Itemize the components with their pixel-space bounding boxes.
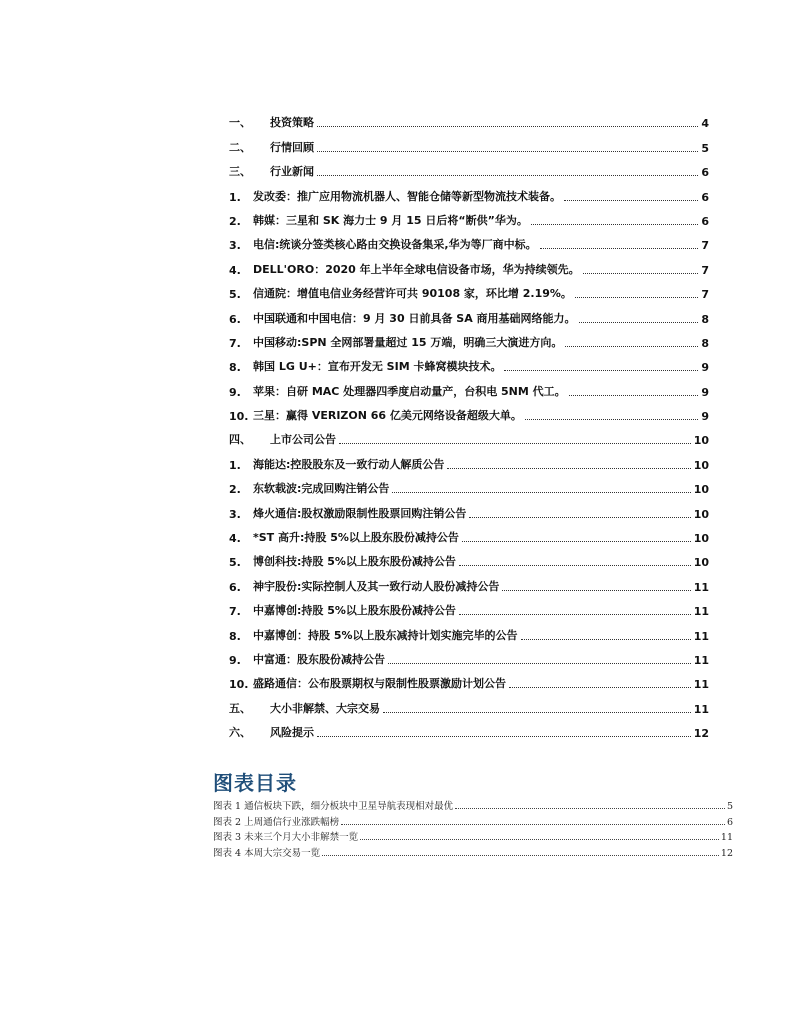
toc-dot-leader [583,273,699,274]
toc-entry-number: 四、 [229,433,251,447]
toc-entry-number: 6. [229,580,241,594]
toc-entry-page: 6 [701,190,709,204]
toc-entry[interactable] [229,545,709,569]
toc-entry-number: 3. [229,507,241,521]
toc-entry-title: 行情回顾 [270,140,314,154]
toc-entry-number: 2. [229,214,241,228]
toc-entry-number: 7. [229,336,241,350]
toc-entry[interactable] [229,326,709,350]
toc-entry-number: 9. [229,653,241,667]
toc-entry-number: 1. [229,190,241,204]
toc-entry-number: 10. [229,410,249,424]
toc-entry-title: 投资策略 [270,116,314,130]
toc-dot-leader [339,443,691,444]
toc-entry[interactable] [229,472,709,496]
toc-entry-page: 10 [693,532,709,546]
toc-dot-leader [575,297,698,298]
toc-entry[interactable] [229,374,709,398]
toc-entry[interactable] [229,423,709,447]
figure-entry-label: 图表 3 未来三个月大小非解禁一览 [213,832,359,844]
toc-entry[interactable] [229,155,709,179]
toc-entry[interactable] [229,643,709,667]
toc-entry-page: 11 [693,605,709,619]
toc-entry-page: 12 [693,727,709,741]
toc-dot-leader [525,419,698,420]
toc-entry-page: 7 [701,263,709,277]
toc-entry-page: 8 [701,312,709,326]
figure-entry-label: 图表 1 通信板块下跌，细分板块中卫星导航表现相对最优 [213,801,454,813]
toc-entry[interactable] [229,618,709,642]
toc-entry-page: 9 [701,361,709,375]
toc-entry-number: 一、 [229,116,251,130]
toc-entry-page: 6 [701,214,709,228]
figure-entry-label: 图表 2 上周通信行业涨跌幅榜 [213,816,340,828]
toc-entry[interactable] [229,130,709,154]
toc-entry-title: 中国移动:SPN 全网部署量超过 15 万端，明确三大演进方向。 [253,335,563,349]
toc-entry-number: 4. [229,263,241,277]
toc-dot-leader [540,248,699,249]
toc-entry[interactable] [229,521,709,545]
toc-entry-number: 8. [229,629,241,643]
toc-dot-leader [564,200,698,201]
toc-entry[interactable] [229,277,709,301]
figure-dot-leader [455,808,725,809]
toc-entry-page: 8 [701,336,709,350]
toc-dot-leader [383,712,691,713]
toc-entry-title: 风险提示 [270,726,314,740]
toc-entry[interactable] [229,691,709,715]
toc-entry-title: 中国联通和中国电信：9 月 30 日前具备 SA 商用基础网络能力。 [253,311,576,325]
toc-dot-leader [317,151,698,152]
toc-entry-title: 盛路通信：公布股票期权与限制性股票激励计划公告 [253,677,506,691]
toc-entry-number: 2. [229,483,241,497]
toc-entry[interactable] [229,204,709,228]
toc-entry[interactable] [229,179,709,203]
toc-dot-leader [317,736,691,737]
toc-entry-title: 上市公司公告 [270,433,336,447]
toc-dot-leader [569,395,699,396]
figures-list [213,797,733,859]
toc-dot-leader [531,224,699,225]
figure-entry-label: 图表 4 本周大宗交易一览 [213,847,321,859]
toc-entry-title: 中嘉博创:持股 5%以上股东股份减持公告 [253,604,456,618]
toc-entry-title: 电信:统谈分签类核心路由交换设备集采,华为等厂商中标。 [253,238,537,252]
figure-dot-leader [322,855,719,856]
toc-entry[interactable] [229,399,709,423]
toc-entry-page: 5 [701,141,709,155]
toc-entry-title: 行业新闻 [270,165,314,179]
toc-entry-title: 东软载波:完成回购注销公告 [253,482,390,496]
figure-entry-page: 11 [720,832,733,844]
toc-entry-number: 3. [229,239,241,253]
toc-entry[interactable] [229,350,709,374]
toc-entry-title: 三星：赢得 VERIZON 66 亿美元网络设备超级大单。 [253,409,522,423]
toc-entry-number: 8. [229,361,241,375]
toc-entry-title: 博创科技:持股 5%以上股东股份减持公告 [253,555,456,569]
toc-entry-page: 9 [701,385,709,399]
toc-entry-page: 11 [693,580,709,594]
toc-dot-leader [459,565,691,566]
toc-dot-leader [462,541,691,542]
toc-dot-leader [469,517,690,518]
figure-entry[interactable] [213,812,733,827]
toc-entry-number: 1. [229,458,241,472]
toc-dot-leader [447,468,690,469]
toc-entry-page: 10 [693,458,709,472]
toc-entry-page: 11 [693,702,709,716]
figure-entry-page: 5 [726,801,733,813]
toc-entry-page: 11 [693,653,709,667]
toc-dot-leader [317,126,698,127]
toc-entry-title: DELL'ORO：2020 年上半年全球电信设备市场，华为持续领先。 [253,262,580,276]
toc-entry-title: 发改委：推广应用物流机器人、智能仓储等新型物流技术装备。 [253,189,561,203]
toc-entry-page: 10 [693,507,709,521]
toc-entry-number: 4. [229,532,241,546]
toc-entry[interactable] [229,301,709,325]
toc-entry[interactable] [229,594,709,618]
toc-entry-page: 10 [693,434,709,448]
toc-entry-page: 10 [693,483,709,497]
toc-entry-page: 7 [701,288,709,302]
toc-entry[interactable] [229,447,709,471]
toc-entry-title: 中富通：股东股份减持公告 [253,652,385,666]
toc-dot-leader [459,614,691,615]
toc-entry-page: 7 [701,239,709,253]
toc-entry[interactable] [229,667,709,691]
toc-dot-leader [502,590,690,591]
toc-dot-leader [392,492,690,493]
toc-entry-number: 六、 [229,726,251,740]
toc-entry-number: 五、 [229,701,251,715]
toc-dot-leader [388,663,691,664]
toc-entry-number: 6. [229,312,241,326]
toc-entry-title: *ST 高升:持股 5%以上股东股份减持公告 [253,531,459,545]
toc-entry[interactable] [229,252,709,276]
toc-entry-number: 5. [229,556,241,570]
toc-entry-number: 三、 [229,165,251,179]
toc-entry-page: 4 [701,117,709,131]
toc-entry[interactable] [229,716,709,740]
toc-entry-title: 烽火通信:股权激励限制性股票回购注销公告 [253,506,467,520]
figure-entry-page: 6 [726,816,733,828]
toc-entry-title: 中嘉博创：持股 5%以上股东减持计划实施完毕的公告 [253,628,518,642]
toc-entry[interactable] [229,569,709,593]
toc-entry-number: 7. [229,605,241,619]
toc-entry[interactable] [229,496,709,520]
toc-entry-page: 9 [701,410,709,424]
toc-dot-leader [579,322,699,323]
toc-entry-title: 韩媒：三星和 SK 海力士 9 月 15 日后将“断供”华为。 [253,213,528,227]
toc-entry-number: 10. [229,678,249,692]
toc-dot-leader [504,370,698,371]
figure-entry[interactable] [213,828,733,843]
toc-entry-title: 大小非解禁、大宗交易 [270,701,380,715]
toc-entry-title: 苹果：自研 MAC 处理器四季度启动量产，台积电 5NM 代工。 [253,384,566,398]
toc-entry-title: 神宇股份:实际控制人及其一致行动人股份减持公告 [253,579,500,593]
toc-entry-title: 信通院：增值电信业务经营许可共 90108 家，环比增 2.19%。 [253,287,572,301]
toc-entry-number: 二、 [229,140,251,154]
toc-entry-page: 11 [693,678,709,692]
toc-entry-page: 11 [693,629,709,643]
toc-entry[interactable] [229,228,709,252]
toc-entry-page: 10 [693,556,709,570]
toc-dot-leader [565,346,698,347]
toc-entry[interactable] [229,106,709,130]
figure-entry[interactable] [213,797,733,812]
figure-dot-leader [360,839,719,840]
toc-dot-leader [317,175,698,176]
figures-heading: 图表目录 [213,771,297,795]
toc-entry-title: 韩国 LG U+：宣布开发无 SIM 卡蜂窝模块技术。 [253,360,502,374]
toc-dot-leader [509,687,691,688]
toc-entry-title: 海能达:控股股东及一致行动人解质公告 [253,457,445,471]
toc-entry-page: 6 [701,166,709,180]
figure-entry[interactable] [213,843,733,858]
toc-entry-number: 5. [229,288,241,302]
table-of-contents [229,106,709,740]
figure-dot-leader [341,824,725,825]
toc-dot-leader [521,639,691,640]
figure-entry-page: 12 [720,847,733,859]
toc-entry-number: 9. [229,385,241,399]
